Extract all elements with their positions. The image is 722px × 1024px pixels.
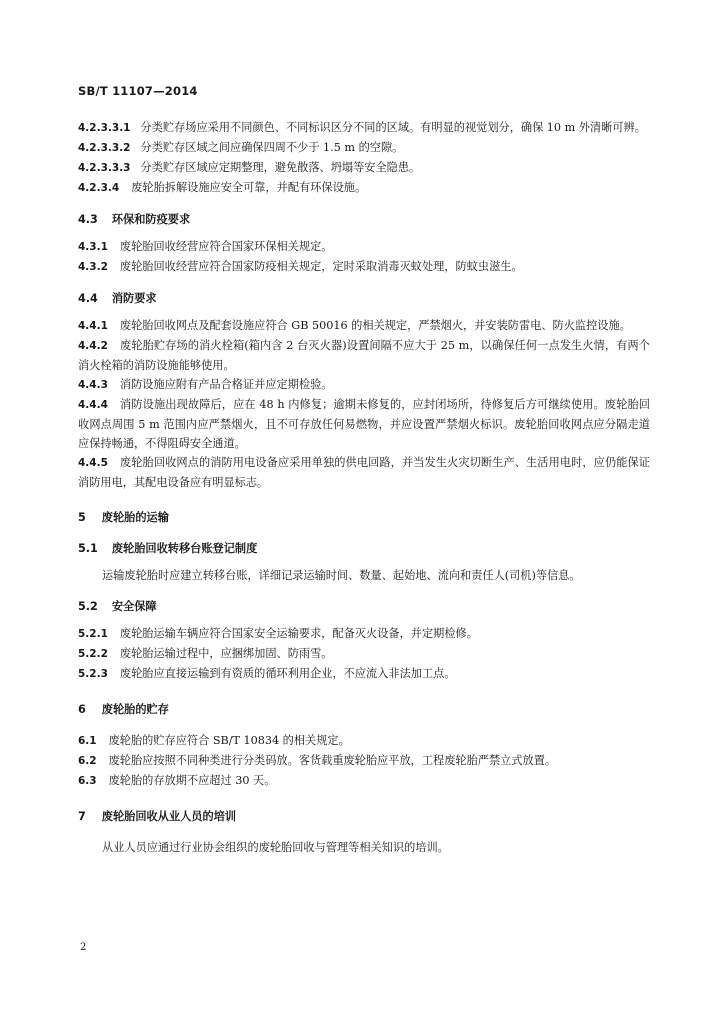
clause-number: 4.4.3 bbox=[78, 379, 108, 391]
clause-5-2-1 bbox=[78, 624, 650, 644]
chapter-title: 废轮胎回收从业人员的培训 bbox=[101, 810, 237, 823]
clause-text: 废轮胎拆解设施应安全可靠，并配有环保设施。 bbox=[131, 181, 367, 194]
clause-text: 废轮胎回收经营应符合国家环保相关规定。 bbox=[119, 240, 333, 253]
chapter-number: 7 bbox=[78, 810, 86, 823]
clause-number: 4.2.3.3.3 bbox=[78, 162, 131, 174]
heading-number: 5.2 bbox=[78, 600, 98, 613]
clause-5-2-3 bbox=[78, 664, 650, 684]
heading-text: 环保和防疫要求 bbox=[111, 213, 191, 226]
clause-4-2-3-3-1 bbox=[78, 118, 650, 138]
clause-number: 4.4.5 bbox=[78, 457, 108, 469]
section-heading-4-4 bbox=[78, 289, 650, 308]
heading-text: 消防要求 bbox=[111, 292, 157, 305]
clause-text: 废轮胎的存放期不应超过 30 天。 bbox=[108, 774, 276, 787]
clause-6-3 bbox=[78, 771, 650, 791]
clause-number: 4.2.3.3.2 bbox=[78, 142, 131, 154]
clause-4-2-3-3-2 bbox=[78, 138, 650, 158]
clause-4-3-2 bbox=[78, 257, 650, 277]
clause-text: 废轮胎贮存场的消火栓箱(箱内含 2 台灭火器)设置间隔不应大于 25 m，以确保任何一点发生火情，有两个消火栓箱的消防设施能够使用。 bbox=[78, 339, 650, 372]
clause-4-3-1 bbox=[78, 237, 650, 257]
heading-text: 废轮胎回收转移台账登记制度 bbox=[111, 542, 258, 555]
section-heading-5-2 bbox=[78, 597, 650, 616]
clause-number: 6.1 bbox=[78, 735, 97, 747]
heading-number: 5.1 bbox=[78, 542, 98, 555]
clause-text: 分类贮存场应采用不同颜色、不同标识区分不同的区域。有明显的视觉划分，确保 10 m 外清晰可辨。 bbox=[140, 121, 646, 134]
section-heading-5-1 bbox=[78, 539, 650, 558]
clause-text: 消防设施出现故障后，应在 48 h 内修复；逾期未修复的，应封闭场所，待修复后方可继续使用。废轮胎回收网点周围 5 m 范围内应严禁烟火，且不可存放任何易燃物，并应设置严禁烟火标识。废轮胎回收网点应分隔走道应保持畅通，不得阻碍安全通道。 bbox=[78, 398, 650, 450]
clause-text: 废轮胎的贮存应符合 SB/T 10834 的相关规定。 bbox=[108, 734, 350, 747]
clause-4-2-3-3-3 bbox=[78, 158, 650, 178]
clause-text: 废轮胎应按照不同种类进行分类码放。客货载重废轮胎应平放，工程废轮胎严禁立式放置。 bbox=[108, 754, 557, 767]
clause-number: 5.2.1 bbox=[78, 628, 108, 640]
clause-number: 6.2 bbox=[78, 755, 97, 767]
clause-4-4-5 bbox=[78, 453, 650, 492]
chapter-title: 废轮胎的贮存 bbox=[101, 703, 169, 716]
clause-4-4-2 bbox=[78, 336, 650, 375]
clause-number: 4.4.4 bbox=[78, 399, 108, 411]
chapter-heading-7 bbox=[78, 807, 650, 826]
chapter-title: 废轮胎的运输 bbox=[101, 511, 169, 524]
heading-number: 4.3 bbox=[78, 213, 98, 226]
clause-5-2-2 bbox=[78, 644, 650, 664]
chapter-number: 5 bbox=[78, 511, 86, 524]
clause-6-1 bbox=[78, 731, 650, 751]
document-body bbox=[78, 118, 650, 857]
clause-text: 废轮胎回收网点的消防用电设备应采用单独的供电回路，并当发生火灾切断生产、生活用电时，应仍能保证消防用电，其配电设备应有明显标志。 bbox=[78, 456, 650, 489]
clause-4-4-4 bbox=[78, 395, 650, 453]
clause-number: 5.2.3 bbox=[78, 668, 108, 680]
clause-number: 4.4.1 bbox=[78, 320, 108, 332]
clause-6-2 bbox=[78, 751, 650, 771]
clause-number: 4.3.2 bbox=[78, 261, 108, 273]
clause-number: 4.2.3.4 bbox=[78, 182, 120, 194]
chapter-heading-5 bbox=[78, 508, 650, 527]
clause-text: 废轮胎回收经营应符合国家防疫相关规定，定时采取消毒灭蚊处理，防蚊虫滋生。 bbox=[119, 260, 523, 273]
clause-number: 4.2.3.3.1 bbox=[78, 122, 131, 134]
clause-text: 废轮胎应直接运输到有资质的循环利用企业，不应流入非法加工点。 bbox=[119, 667, 456, 680]
section-heading-4-3 bbox=[78, 210, 650, 229]
chapter-heading-6 bbox=[78, 700, 650, 719]
clause-number: 4.4.2 bbox=[78, 340, 108, 352]
clause-number: 6.3 bbox=[78, 775, 97, 787]
clause-text: 分类贮存区域应定期整理，避免散落、坍塌等安全隐患。 bbox=[140, 161, 421, 174]
heading-text: 安全保障 bbox=[111, 600, 157, 613]
clause-4-4-3 bbox=[78, 375, 650, 395]
standard-number-header: SB/T 11107—2014 bbox=[78, 84, 198, 98]
body-paragraph-7: 从业人员应通过行业协会组织的废轮胎回收与管理等相关知识的培训。 bbox=[102, 841, 449, 854]
clause-number: 4.3.1 bbox=[78, 241, 108, 253]
clause-number: 5.2.2 bbox=[78, 648, 108, 660]
body-paragraph-5-1: 运输废轮胎时应建立转移台账，详细记录运输时间、数量、起始地、流向和责任人(司机)等信息。 bbox=[102, 569, 581, 582]
clause-text: 消防设施应附有产品合格证并应定期检验。 bbox=[119, 378, 333, 391]
clause-text: 废轮胎回收网点及配套设施应符合 GB 50016 的相关规定，严禁烟火，并安装防雷电、防火监控设施。 bbox=[119, 319, 631, 332]
clause-4-4-1 bbox=[78, 316, 650, 336]
clause-text: 分类贮存区域之间应确保四周不少于 1.5 m 的空隙。 bbox=[140, 141, 404, 154]
clause-text: 废轮胎运输过程中，应捆绑加固、防雨雪。 bbox=[119, 647, 333, 660]
heading-number: 4.4 bbox=[78, 292, 98, 305]
clause-text: 废轮胎运输车辆应符合国家安全运输要求，配备灭火设备，并定期检修。 bbox=[119, 627, 478, 640]
clause-4-2-3-4 bbox=[78, 178, 650, 198]
chapter-number: 6 bbox=[78, 703, 86, 716]
page-number: 2 bbox=[80, 942, 87, 953]
